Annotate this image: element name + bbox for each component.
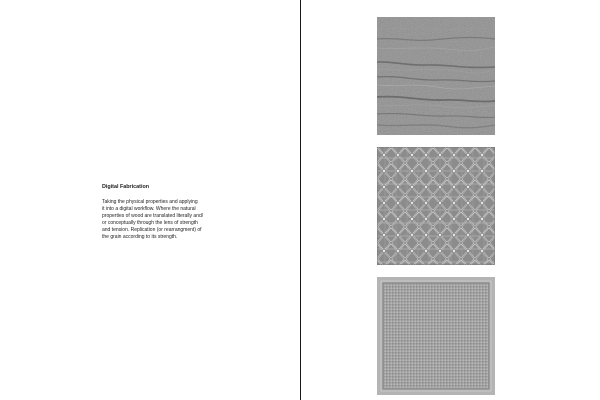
- body-paragraph: [102, 199, 252, 242]
- section-heading: Digital Fabrication: [102, 184, 150, 190]
- body-line: and tension. Replication (or rearrangment) of: [102, 227, 202, 234]
- text-block: [102, 184, 252, 242]
- body-line: Taking the physical properties and applying: [102, 199, 198, 205]
- woven-lattice-image: [377, 147, 495, 265]
- fine-grid-image: [377, 277, 495, 395]
- wood-grain-image: [377, 17, 495, 135]
- page-gutter-line: [300, 0, 301, 400]
- body-line: the grain according to its strength.: [102, 234, 178, 241]
- body-line: properties of wood are translated literally and/: [102, 213, 204, 220]
- body-line: or conceptually through the lens of strength: [102, 220, 198, 227]
- body-line: it into a digital workflow. Where the natural: [102, 206, 196, 213]
